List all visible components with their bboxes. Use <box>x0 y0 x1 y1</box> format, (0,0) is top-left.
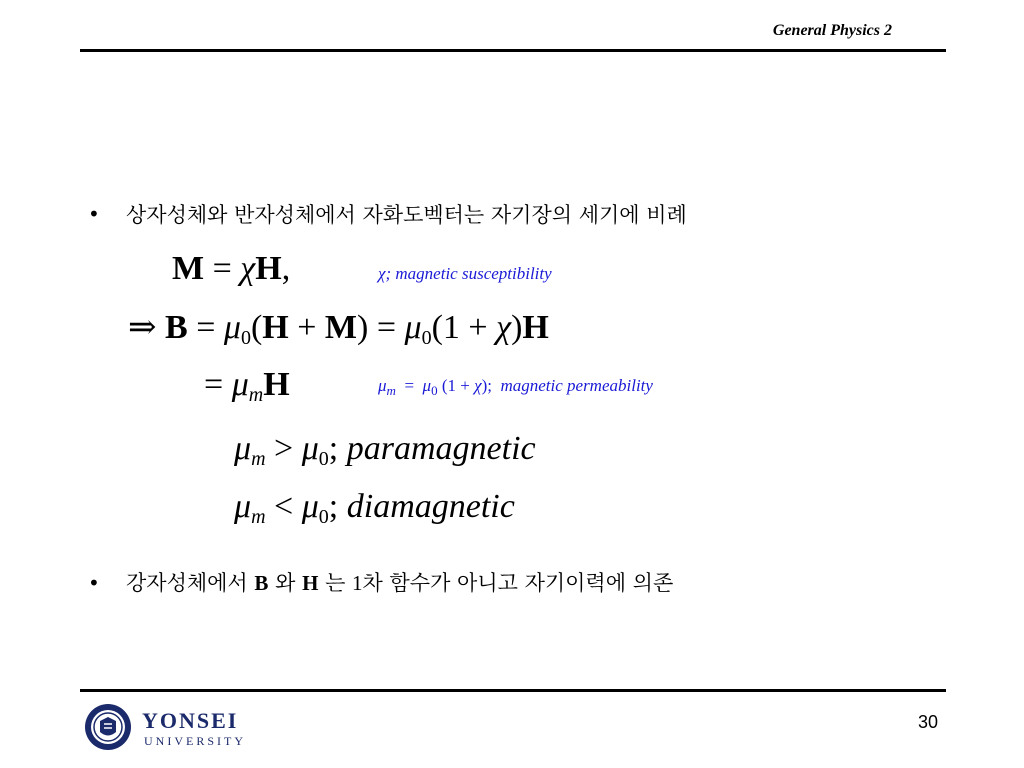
bullet2-B: B <box>254 571 269 595</box>
note2-sub0: 0 <box>431 383 438 398</box>
yonsei-logo <box>84 702 260 754</box>
eq1-M: M <box>172 250 205 287</box>
eq2-equals-1: = <box>187 309 224 346</box>
logo-line1: YONSEI <box>142 708 239 733</box>
bullet-marker-2: • <box>88 571 100 595</box>
eq2-plus: + <box>288 309 325 346</box>
bullet2-part1: 강자성체에서 <box>126 571 255 595</box>
logo-line2: UNIVERSITY <box>144 734 246 748</box>
note1-text: ; magnetic susceptibility <box>385 264 552 283</box>
equation-diamagnetic <box>234 488 515 529</box>
note2-paren: (1 + <box>437 376 475 395</box>
eq5-op: < <box>265 488 302 525</box>
note2-subm: m <box>386 383 396 398</box>
bullet2-num: 1 <box>352 571 363 595</box>
eq4-op: > <box>265 430 302 467</box>
eq2-M: M <box>324 309 358 346</box>
eq2-H-2: H <box>522 309 549 346</box>
eq5-word: diamagnetic <box>346 488 515 525</box>
yonsei-seal-icon <box>84 702 260 754</box>
note2-close: ); <box>481 376 492 395</box>
eq2-close-2: ) <box>511 309 523 346</box>
bullet2-H: H <box>302 571 319 595</box>
note-susceptibility <box>378 264 552 284</box>
bullet-marker-1: • <box>88 202 100 226</box>
eq2-close: ) <box>357 309 369 346</box>
eq3-mu: μ <box>231 366 249 403</box>
eq2-H: H <box>262 309 289 346</box>
equation-paramagnetic <box>234 430 536 471</box>
page-number: 30 <box>917 712 938 732</box>
eq2-arrow: ⇒ <box>128 309 165 346</box>
eq5-mu: μ <box>234 488 252 525</box>
eq4-word: paramagnetic <box>346 430 536 467</box>
note1-chi: χ <box>378 264 386 283</box>
eq2-mu-2: μ <box>404 309 422 346</box>
eq2-chi: χ <box>496 309 512 346</box>
equation-magnetization <box>172 250 290 288</box>
bullet-text-2 <box>126 567 673 597</box>
eq1-chi: χ <box>240 250 256 287</box>
eq3-equals: = <box>204 366 232 403</box>
eq4-subm: m <box>251 448 266 470</box>
header-title: General Physics 2 <box>772 22 892 39</box>
note-permeability <box>378 376 653 399</box>
eq2-B: B <box>165 309 188 346</box>
bullet2-part2: 와 <box>268 571 303 595</box>
eq4-sep: ; <box>328 430 347 467</box>
bullet-text-1: 상자성체와 반자성체에서 자화도벡터는 자기장의 세기에 비례 <box>126 203 687 227</box>
eq1-comma: , <box>281 250 291 287</box>
eq4-mu: μ <box>234 430 252 467</box>
eq2-open-2: (1 + <box>431 309 497 346</box>
bullet2-part3: 는 <box>318 571 353 595</box>
note2-equals: = <box>395 376 423 395</box>
note2-chi: χ <box>474 376 482 395</box>
eq5-sep: ; <box>328 488 347 525</box>
eq2-open: ( <box>250 309 263 346</box>
note2-mu: μ <box>378 376 387 395</box>
eq1-equals: = <box>204 250 241 287</box>
eq4-sub0: 0 <box>318 448 329 470</box>
bottom-rule <box>80 689 946 692</box>
equation-b-field <box>128 307 549 350</box>
eq5-subm: m <box>251 506 266 528</box>
equation-permeability <box>204 366 290 407</box>
eq3-H: H <box>263 366 290 403</box>
eq2-equals-2: = <box>368 309 405 346</box>
eq3-subm: m <box>248 384 264 406</box>
eq5-mu0: μ <box>301 488 319 525</box>
eq2-sub0: 0 <box>240 327 251 349</box>
bullet2-part4: 차 함수가 아니고 자기이력에 의존 <box>362 571 674 595</box>
eq2-mu: μ <box>223 309 241 346</box>
note2-text: magnetic permeability <box>491 376 653 395</box>
top-rule <box>80 49 946 52</box>
note2-mu0: μ <box>422 376 432 395</box>
eq5-sub0: 0 <box>318 506 329 528</box>
eq1-H: H <box>255 250 282 287</box>
eq2-sub0-2: 0 <box>421 327 432 349</box>
eq4-mu0: μ <box>301 430 319 467</box>
